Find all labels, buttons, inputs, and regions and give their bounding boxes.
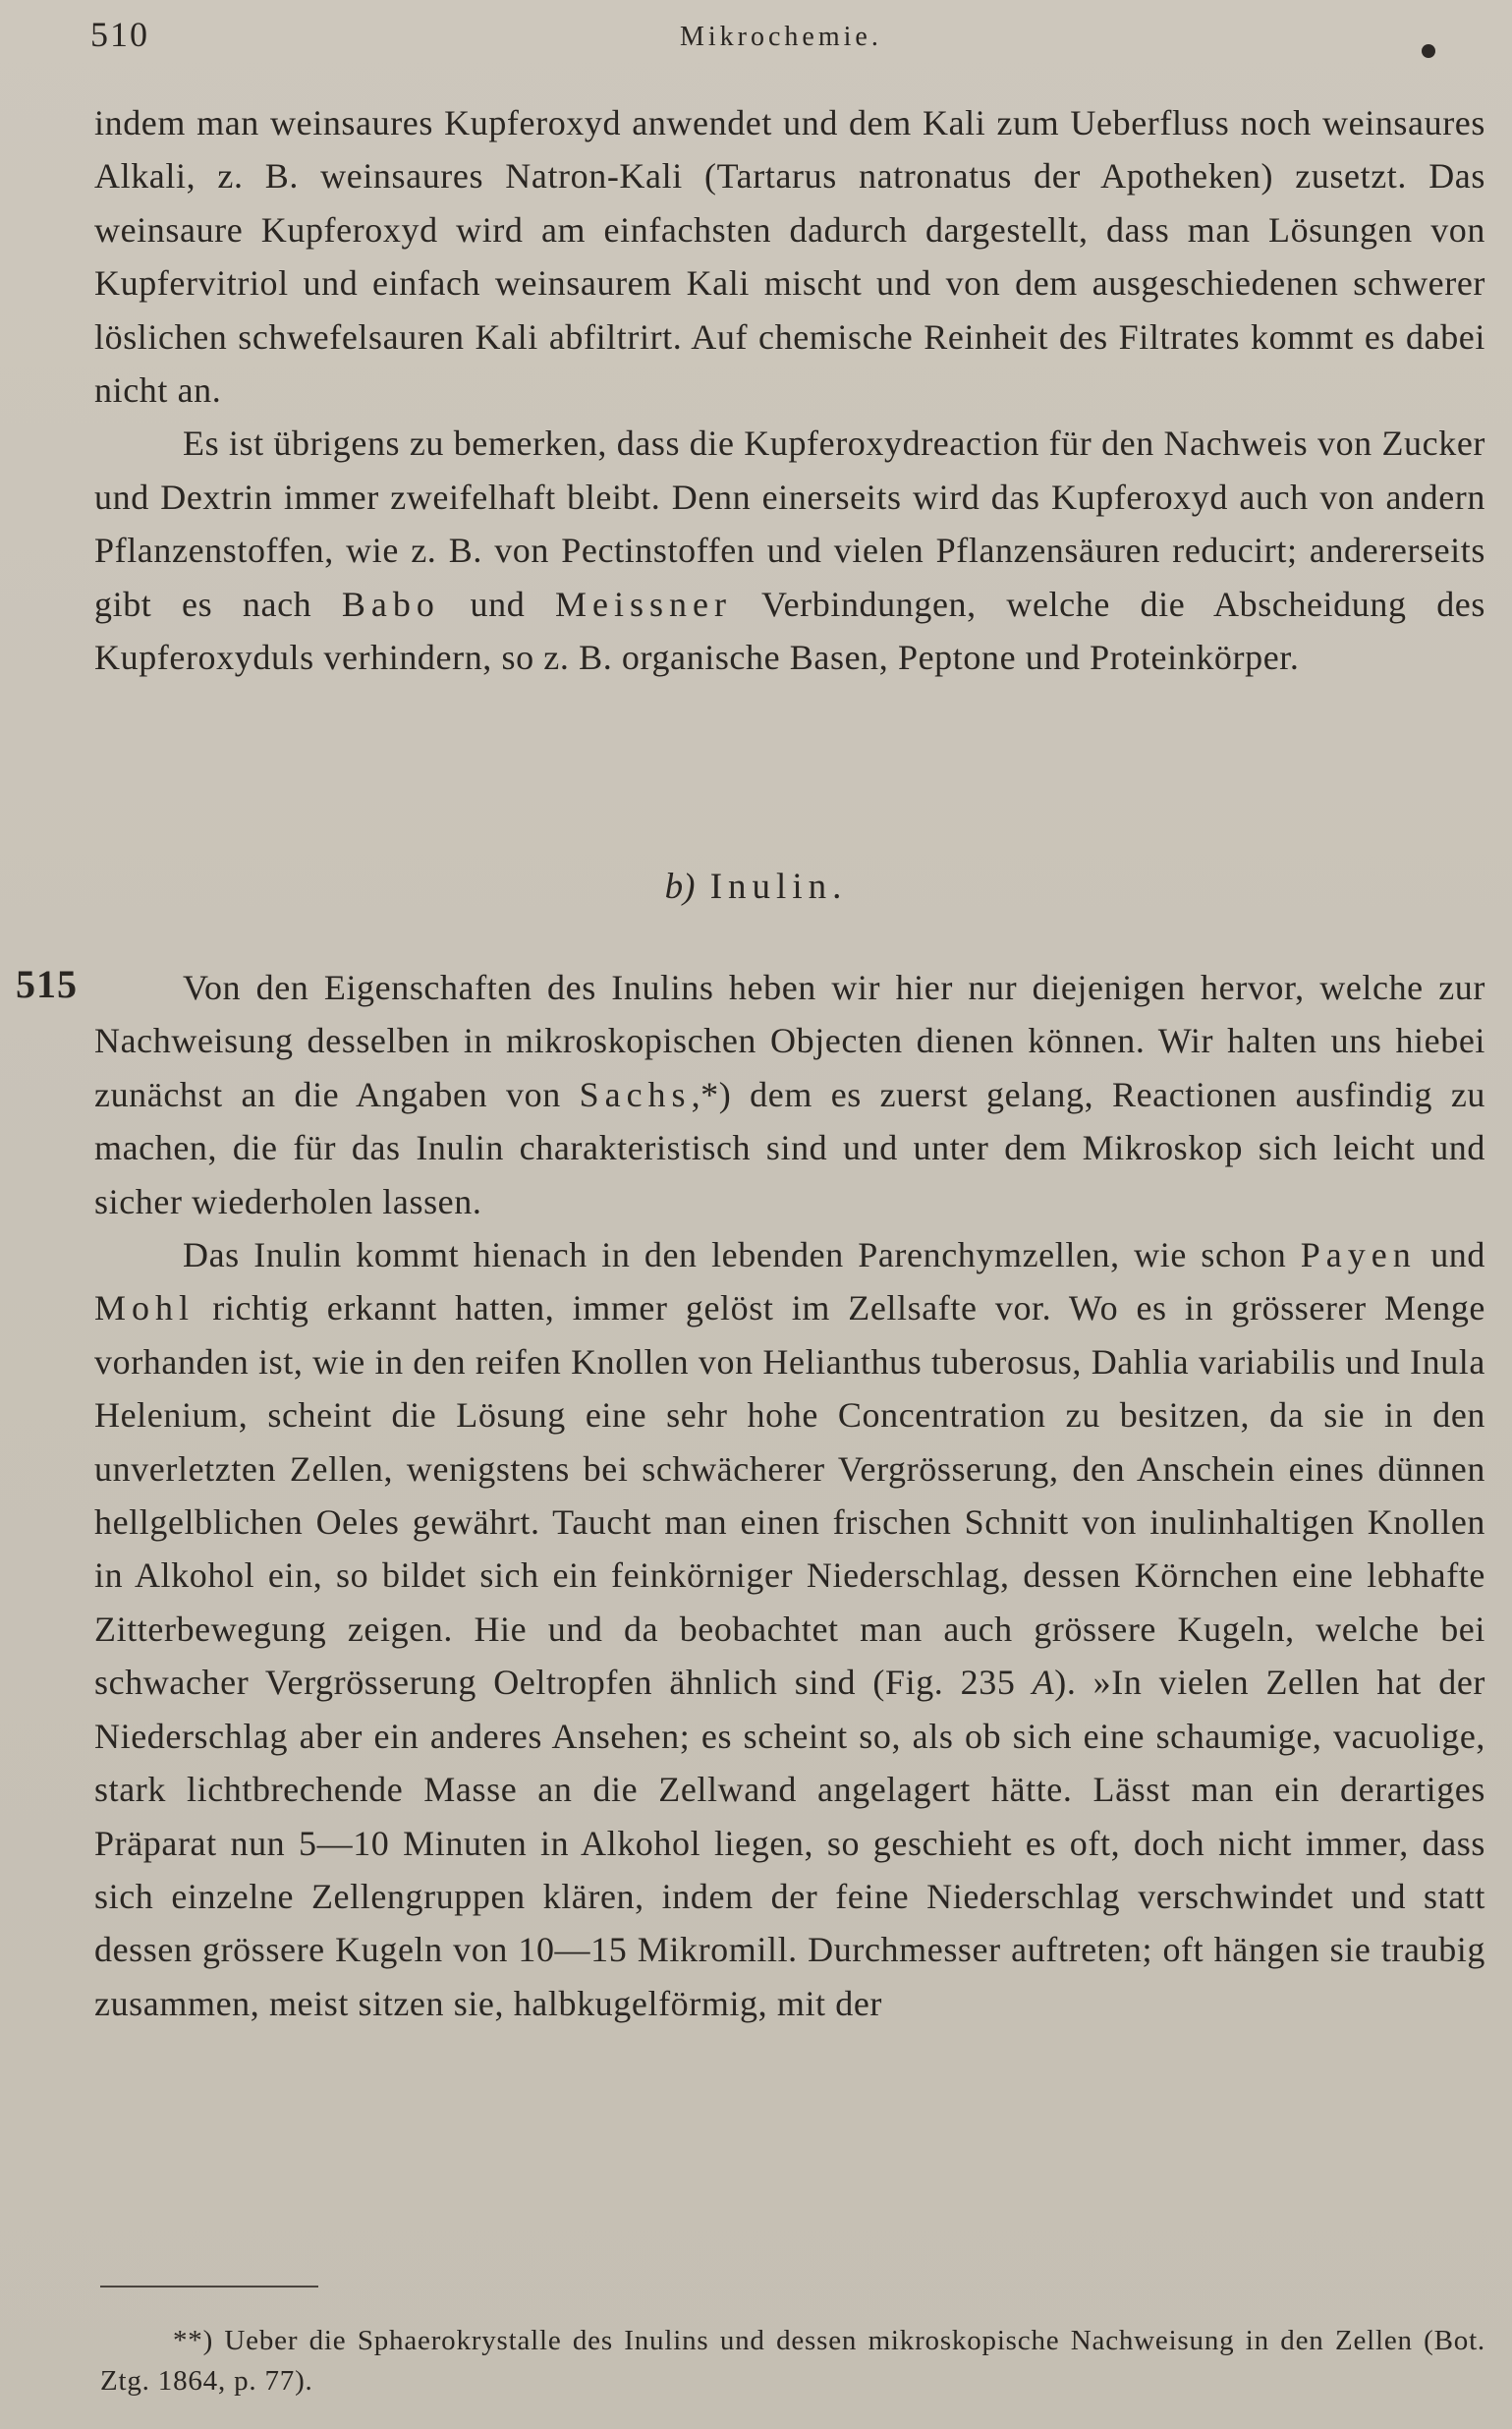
- section-letter: b): [664, 867, 696, 907]
- footnote-text: Ueber die Sphaerokrystalle des Inulins und dessen mikroskopische Nachweisung in den Zellen (Bot. Ztg. 1864, p. 77).: [100, 2325, 1485, 2397]
- author-mohl: Mohl: [94, 1288, 196, 1328]
- author-babo: Babo: [341, 584, 440, 624]
- author-sachs: Sachs: [579, 1074, 692, 1114]
- paragraph-copper-reaction: Es ist übrigens zu bemerken, dass die Kupferoxydreaction für den Nachweis von Zucker und Dextrin immer zweifelhaft bleibt. Denn einerseits wird das Kupferoxyd auch von andern Pflanzenstoffen, wie z. B. von Pectinstoffen und vielen Pflanzensäuren reducirt; andererseits gibt es nach Babo und Meissner Verbindungen, welche die Abscheidung des Kupferoxyduls verhindern, so z. B. organische Basen, Peptone und Proteinkörper.: [94, 424, 1485, 678]
- author-payen: Payen: [1300, 1235, 1417, 1275]
- margin-paragraph-number: 515: [16, 962, 78, 1006]
- inulin-text-block: [94, 961, 1485, 2030]
- footnote-marker: **): [173, 2325, 214, 2356]
- footnote: [100, 2321, 1485, 2401]
- paragraph-inulin-occurrence: Das Inulin kommt hienach in den lebenden Parenchymzellen, wie schon Payen und Mohl richtig erkannt hatten, immer gelöst im Zellsafte vor. Wo es in grösserer Menge vorhanden ist, wie in den reifen Knollen von Helianthus tuberosus, Dahlia variabilis und Inula Helenium, scheint die Lösung eine sehr hohe Concentration zu besitzen, da sie in den unverletzten Zellen, wenigstens bei schwächerer Vergrösserung, den Anschein eines dünnen hellgelblichen Oeles gewährt. Taucht man einen frischen Schnitt von inulinhaltigen Knollen in Alkohol ein, so bildet sich ein feinkörniger Niederschlag, dessen Körnchen eine lebhafte Zitterbewegung zeigen. Hie und da beobachtet man auch grössere Kugeln, welche bei schwacher Vergrösserung Oeltropfen ähnlich sind (Fig. 235 A). »In vielen Zellen hat der Niederschlag aber ein anderes Ansehen; es scheint so, als ob sich eine schaumige, vacuolige, stark lichtbrechende Masse an die Zellwand angelagert hätte. Lässt man ein derartiges Präparat nun 5—10 Minuten in Alkohol liegen, so geschieht es oft, doch nicht immer, dass sich einzelne Zellengruppen klären, indem der feine Niederschlag verschwindet und statt dessen grössere Kugeln von 10—15 Mikromill. Durchmesser auftreten; oft hängen sie traubig zusammen, meist sitzen sie, halbkugelförmig, mit der: [94, 1235, 1486, 2023]
- running-head: Mikrochemie.: [680, 22, 882, 52]
- paragraph-inulin-intro: Von den Eigenschaften des Inulins heben wir hier nur diejenigen hervor, welche zur Nachweisung desselben in mikroskopischen Objecten dienen können. Wir halten uns hiebei zunächst an die Angaben von Sachs,*) dem es zuerst gelang, Reactionen ausfindig zu machen, die für das Inulin charakteristisch sind und unter dem Mikroskop sich leicht und sicher wiederholen lassen.: [94, 968, 1485, 1221]
- figure-letter: A: [1032, 1663, 1055, 1703]
- section-title: Inulin.: [709, 867, 848, 907]
- author-meissner: Meissner: [554, 584, 732, 624]
- footnote-rule: [100, 2286, 318, 2288]
- ink-speck: [1422, 44, 1435, 58]
- section-heading: [0, 866, 1512, 908]
- paragraph-continuation: indem man weinsaures Kupferoxyd anwendet und dem Kali zum Ueberfluss noch weinsaures Alkali, z. B. weinsaures Natron-Kali (Tartarus natronatus der Apotheken) zusetzt. Das weinsaure Kupferoxyd wird am einfachsten dadurch dargestellt, dass man Lösungen von Kupfervitriol und einfach weinsaurem Kali mischt und von dem ausgeschiedenen schwerer löslichen schwefelsauren Kali abfiltrirt. Auf chemische Reinheit des Filtrates kommt es dabei nicht an.: [94, 103, 1485, 411]
- page-number: 510: [90, 15, 149, 54]
- footnote-reference: ,*): [691, 1074, 732, 1114]
- top-text-block: [94, 96, 1485, 684]
- page-header: [90, 14, 1485, 63]
